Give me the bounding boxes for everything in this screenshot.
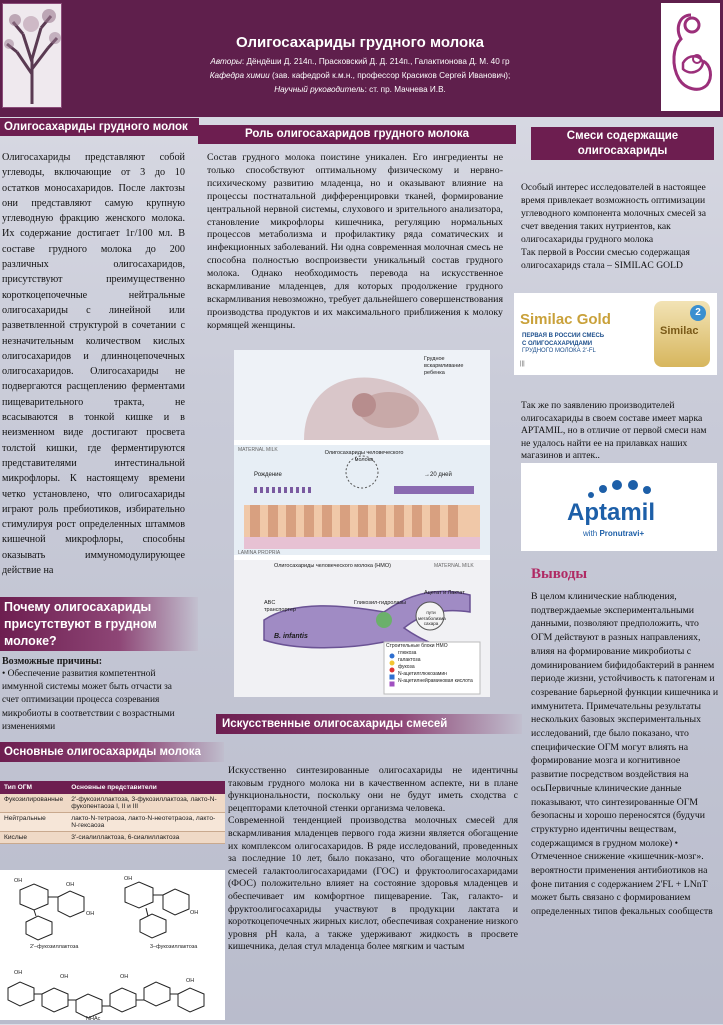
tree-logo-icon	[2, 3, 62, 108]
legend-item: N-ацетилнейраминовая кислота	[398, 678, 473, 684]
section-heading-why: Почему олигосахариды присутствуют в грудном молоке?	[0, 597, 198, 651]
hmo-types-table	[0, 781, 225, 844]
aptamil-subbrand	[583, 529, 644, 538]
similac-gold-image	[514, 293, 717, 375]
aptamil-dots-icon	[581, 477, 659, 499]
b-infantis-label: B. infantis	[274, 633, 308, 640]
aptamil-sub-with: with	[583, 529, 598, 538]
hmo-intro-text: Олигосахариды представляют собой углеводы, включающие от 3 до 10 остатков моносахаридов. После лактозы они представляют самую крупную углеводную фракцию женского молока. Их содержание достигает 1г/100 мл. В составе грудного молока до 200 различных олигосахаридов, присутствуют преимущественно короткоцепочечные нейтральные олигосахариды с линейной или разветвленной структурой в сочетании с незначительным количеством кислых олигосахаридов и длинноцепочечных олигосахаридов. Олигосахариды не подвергаются расщеплению ферментами пищеварительного тракта, не всасываются в тонкой кишке и в неизменном виде достигают просвета толстой кишки, где ферментируются представителями интестинальной микрофлоры. К настоящему времени четко установлено, что олигосахариды играют роль пребиотиков, избирательно стимулируя рост определенных штаммов кишечной микрофлоры, способны оказывать иммуномодулирующее действие на	[2, 152, 185, 577]
similac-mark: |||	[520, 361, 525, 367]
artificial-text-p1: Искусственно синтезированные олигосахариды не идентичны таковым грудного молока ни в качественном аспекте, ни в плане функциональности, поскольку они не будут иметь сходства с рецепторами клеточной стенки организма человека.	[228, 765, 518, 814]
reasons-block	[2, 655, 190, 734]
maternal-milk-label: MATERNAL MILK	[238, 447, 278, 453]
hmo-types-table-wrap	[0, 781, 225, 844]
role-text: Состав грудного молока поистине уникален. Его ингредиенты не только способствуют оптимальному физическому и нервно-психическому развитию младенца, но и оказывают влияние на процессы постнатальной дифференцировки тканей, формирование центральной нервной системы, слухового и зрительного анализатора, становление микрофлоры кишечника, регуляцию нормальных процессов метаболизма и профилактику ряда соматических и инфекционных заболеваний. Ни одна современная молочная смесь не способна полностью воспроизвести уникальный состав грудного молока. Однако необходимость перевода на искусственное вскармливание младенцев, для которых продолжение грудного вскармливания невозможно, требует дальнейшего совершенствования производства продуктов и их максимального приближения к молоку кормящей женщины.	[207, 152, 503, 331]
atom-label: OH	[190, 910, 199, 916]
authors-line: Авторы: Дёндёши Д. 214п., Прасковский Д. Д. 214п., Галактионова Д. М. 40 гр	[210, 57, 510, 66]
formulas-text	[521, 181, 717, 272]
similac-tagline	[522, 333, 604, 356]
section-heading-role: Роль олигосахаридов грудного молока	[198, 125, 516, 144]
atom-label: OH	[60, 974, 69, 980]
maternal-milk-label-2: MATERNAL MILK	[434, 563, 474, 569]
similac-gold-brand: Similac Gold	[520, 311, 611, 328]
atom-label: OH	[66, 882, 75, 888]
day20-label: →20 дней	[424, 472, 452, 478]
conclusions-text: В целом клинические наблюдения, подтверждаемые экспериментальными данными, позволяют предположить, что ОГМ действуют в разных направлениях, влияя на формирование микробиоты с доминированием бифидобактерий в раннем периоде жизни, устойчивость к патогенам и созревание барьерной функции кишечника и иммунитета. Примечательны результаты нескольких базовых экспериментальных исследований, где было показано, что специфические ОГМ могут влиять на формирование мозга и когнитивное развитие посредством воздействия на осьПервичные клинические данные показывают, что синтезированные ОГМ безопасны и хорошо переносятся (будучи структурно идентичны веществам, содержащимся в грудном молоке) • Отмеченное снижение «кишечник-мозг». вероятности применения антибиотиков на фоне питания с содержанием 2'FL + LNnT может быть связано с формированием определенных типов фекальных сообществ	[531, 591, 719, 918]
similac-tagline-1: ПЕРВАЯ В РОССИИ СМЕСЬ	[522, 333, 605, 339]
formulas-text-p2: Так первой в России смесью содержащая олигосахаридs стала – SIMILAC GOLD	[521, 247, 690, 271]
aptamil-brand: Aptamil	[567, 499, 656, 526]
reasons-text: • Обеспечение развития компетентной иммунной системы может быть отчасти за счет оптимизации процесса созревания микробиоты в соответствии с возрастными изменениями	[2, 669, 175, 732]
aptamil-text: Так же по заявлению производителей олигосахариды в своем составе имеет марка APTAMIL, но в отличие от первой смеси нам не удалось найти ее на прилавках наших магазинов и аптек..	[521, 400, 707, 461]
atom-label: OH	[14, 878, 23, 884]
table-cell: лакто-N-тетраоза, лакто-N-неотетраоза, лакто-N-гексаоза	[67, 813, 225, 832]
advisor-line: Научный руководитель: ст. пр. Мачнева И.В.	[274, 85, 446, 94]
hmo-figure	[234, 350, 490, 697]
legend-item: галактоза	[398, 657, 421, 663]
aptamil-sub-pronutra: Pronutravi+	[599, 529, 645, 538]
atom-label: NHAc	[86, 1016, 101, 1020]
section-heading-hmo: Олигосахариды грудного молок	[0, 118, 199, 136]
table-row	[0, 832, 225, 844]
abc-transporter-label: ABC транспортер	[264, 600, 296, 613]
atom-label: OH	[186, 978, 195, 984]
breastfeeding-label: Грудное вскармливание ребенка	[424, 356, 464, 376]
chemical-structures-drawing	[0, 870, 225, 1020]
table-cell: Фукозилированные	[0, 794, 67, 813]
similac-can	[654, 301, 710, 367]
birth-label: Рождение	[254, 472, 282, 478]
table-cell: Кислые	[0, 832, 67, 844]
hmo-blocks-legend	[386, 643, 478, 685]
atom-label: OH	[86, 911, 95, 917]
legend-title: Строительные блоки HMO	[386, 643, 448, 649]
table-cell: 2'-фукозиллактоза, 3-фукозиллактоза, лакто-N-фукопентаоза I, II и III	[67, 794, 225, 813]
similac-can-brand: Similac	[660, 325, 699, 337]
table-row	[0, 813, 225, 832]
aptamil-logo-image	[521, 463, 717, 551]
department-line: Кафедра химии (зав. кафедрой к.м.н., профессор Красиков Сергей Иванович);	[209, 71, 511, 80]
poster-title: Олигосахариды грудного молока	[235, 34, 484, 51]
structure-label: 3–фукозиллактоза	[150, 944, 198, 950]
glycosyl-label: Гликозил-гидролазы	[354, 600, 407, 606]
formulas-text-p1: Особый интерес исследователей в настоящее время привлекает возможность оптимизации углеводного компонента молочных смесей за счет введения таких нутриентов, как олигосахариды грудного молока	[521, 182, 706, 245]
artificial-text	[228, 765, 518, 954]
table-row	[0, 794, 225, 813]
atom-label: OH	[124, 876, 133, 882]
section-heading-artificial: Искусственные олигосахариды смесей	[216, 714, 522, 734]
hmo-abbr-label: Олигосахариды человеческого молока (HMO)	[274, 563, 391, 569]
table-cell: 3'-сиалиллактоза, 6-сиалиллактоза	[67, 832, 225, 844]
section-heading-main-hmo: Основные олигосахариды молока	[0, 742, 224, 762]
section-heading-formulas: Смеси содержащие олигосахариды	[531, 127, 714, 160]
chemical-structures-panel	[0, 870, 225, 1020]
acetate-label: Ацетат и Лактат	[424, 590, 465, 596]
hmo-label: Олигосахариды человеческого молока	[324, 450, 404, 463]
legend-item: глюкоза	[398, 650, 417, 656]
atom-label: OH	[120, 974, 129, 980]
section-heading-conclusions: Выводы	[531, 566, 588, 582]
table-cell: Нейтральные	[0, 813, 67, 832]
similac-can-stage: 2	[690, 305, 706, 321]
similac-tagline-2: С ОЛИГОСАХАРИДАМИ	[522, 340, 593, 347]
sugar-paths-label: пути метаболизма сахара	[418, 610, 446, 626]
lamina-label: LAMINA PROPRIA	[238, 550, 281, 556]
mother-child-logo-icon	[661, 3, 720, 111]
atom-label: OH	[14, 970, 23, 976]
similac-tagline-3: ГРУДНОГО МОЛОКА 2'-FL	[522, 348, 596, 354]
legend-item: N-ацетилглюкозамин	[398, 671, 447, 677]
structure-label: 2'–фукозиллактоза	[30, 944, 79, 950]
table-header: Основные представители	[67, 781, 225, 794]
legend-item: фукоза	[398, 664, 415, 670]
reasons-title: Возможные причины:	[2, 656, 103, 667]
table-header: Тип ОГМ	[0, 781, 67, 794]
artificial-text-p2: Современной тенденцией производства молочных смесей для вскармливания младенцев первого года жизни является обогащение их комплексом олигосахаридов. В ряде исследований, проведенных за последние 10 лет, было показано, что обогащение молочных смесей галактоолигосахаридами (ГОС) и фруктоолигосахаридами (ФОС) положительно влияет на состояние здоровья младенцев и обеспечивает им комфортное пищеварение. Так, галакто- и фруктоолигосахариды участвуют в продукции лактата и короткоцепочечных жирных кислот, обеспечивая сохранение низкого уровня pH кала, а также удерживают жидкость в просвете кишечника, делая стул младенца более мягким и частым	[228, 815, 518, 953]
